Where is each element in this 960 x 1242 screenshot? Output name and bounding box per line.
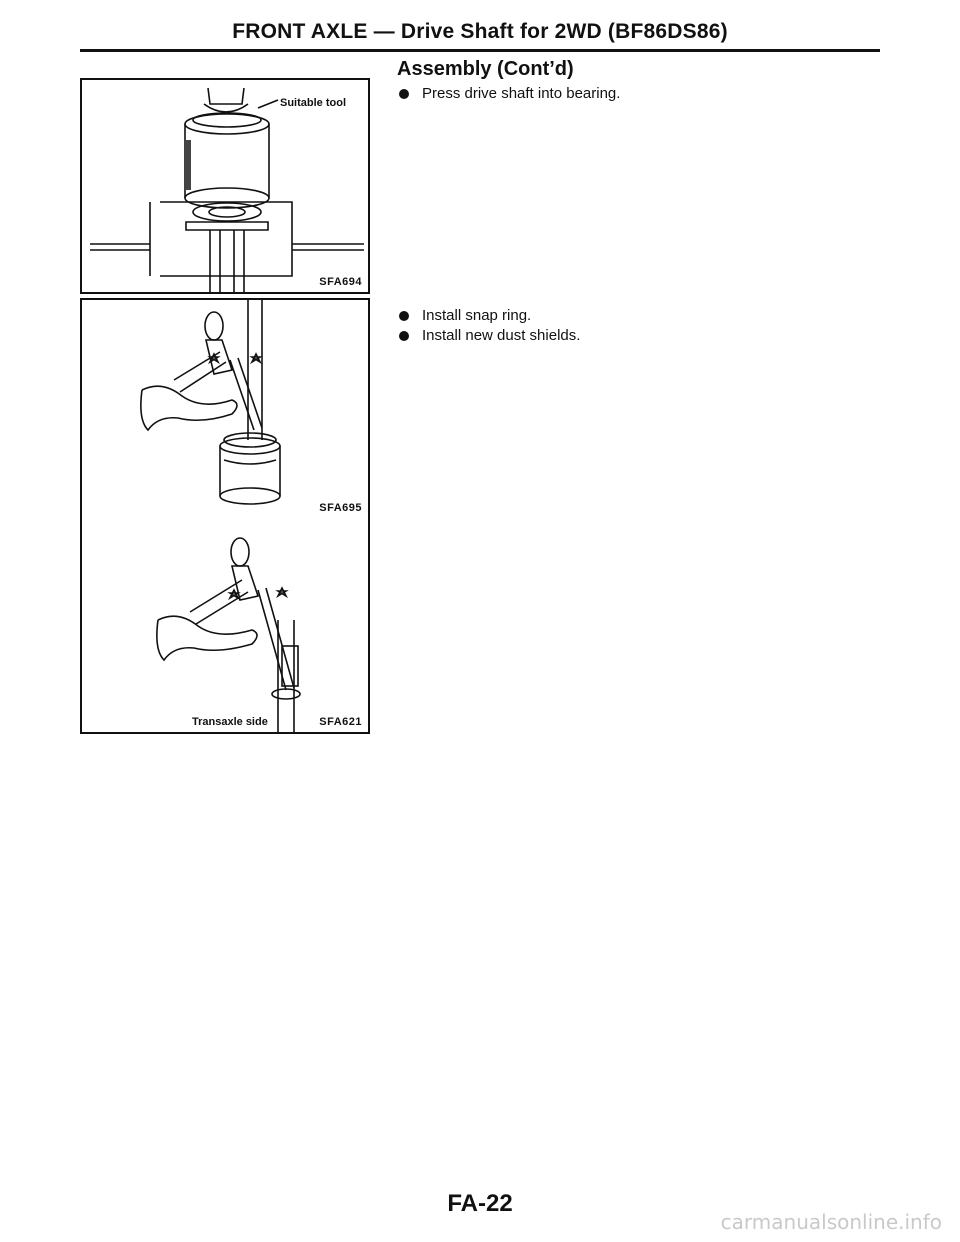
page-header-title: FRONT AXLE — Drive Shaft for 2WD (BF86DS86): [232, 20, 728, 43]
header-rule: [80, 49, 880, 52]
section-title: Assembly (Cont’d): [397, 58, 574, 80]
callout-transaxle-side: Transaxle side: [192, 716, 268, 728]
figure-snap-ring-dust-shield: [80, 298, 370, 734]
steps-list-install: [397, 306, 580, 346]
watermark: carmanualsonline.info: [720, 1210, 942, 1234]
figure-code-sfa621: SFA621: [319, 716, 362, 728]
step-item: Press drive shaft into bearing.: [397, 84, 620, 104]
step-item: Install snap ring.: [397, 306, 580, 326]
press-tool-illustration: [82, 80, 370, 294]
figure-code-sfa694: SFA694: [319, 276, 362, 288]
steps-list-press: [397, 84, 620, 104]
page-number: FA-22: [447, 1190, 513, 1217]
figure-press-bearing: [80, 78, 370, 294]
hammer-install-illustration: [82, 300, 370, 734]
figure-code-sfa695: SFA695: [319, 502, 362, 514]
callout-suitable-tool: Suitable tool: [280, 97, 346, 109]
step-item: Install new dust shields.: [397, 326, 580, 346]
